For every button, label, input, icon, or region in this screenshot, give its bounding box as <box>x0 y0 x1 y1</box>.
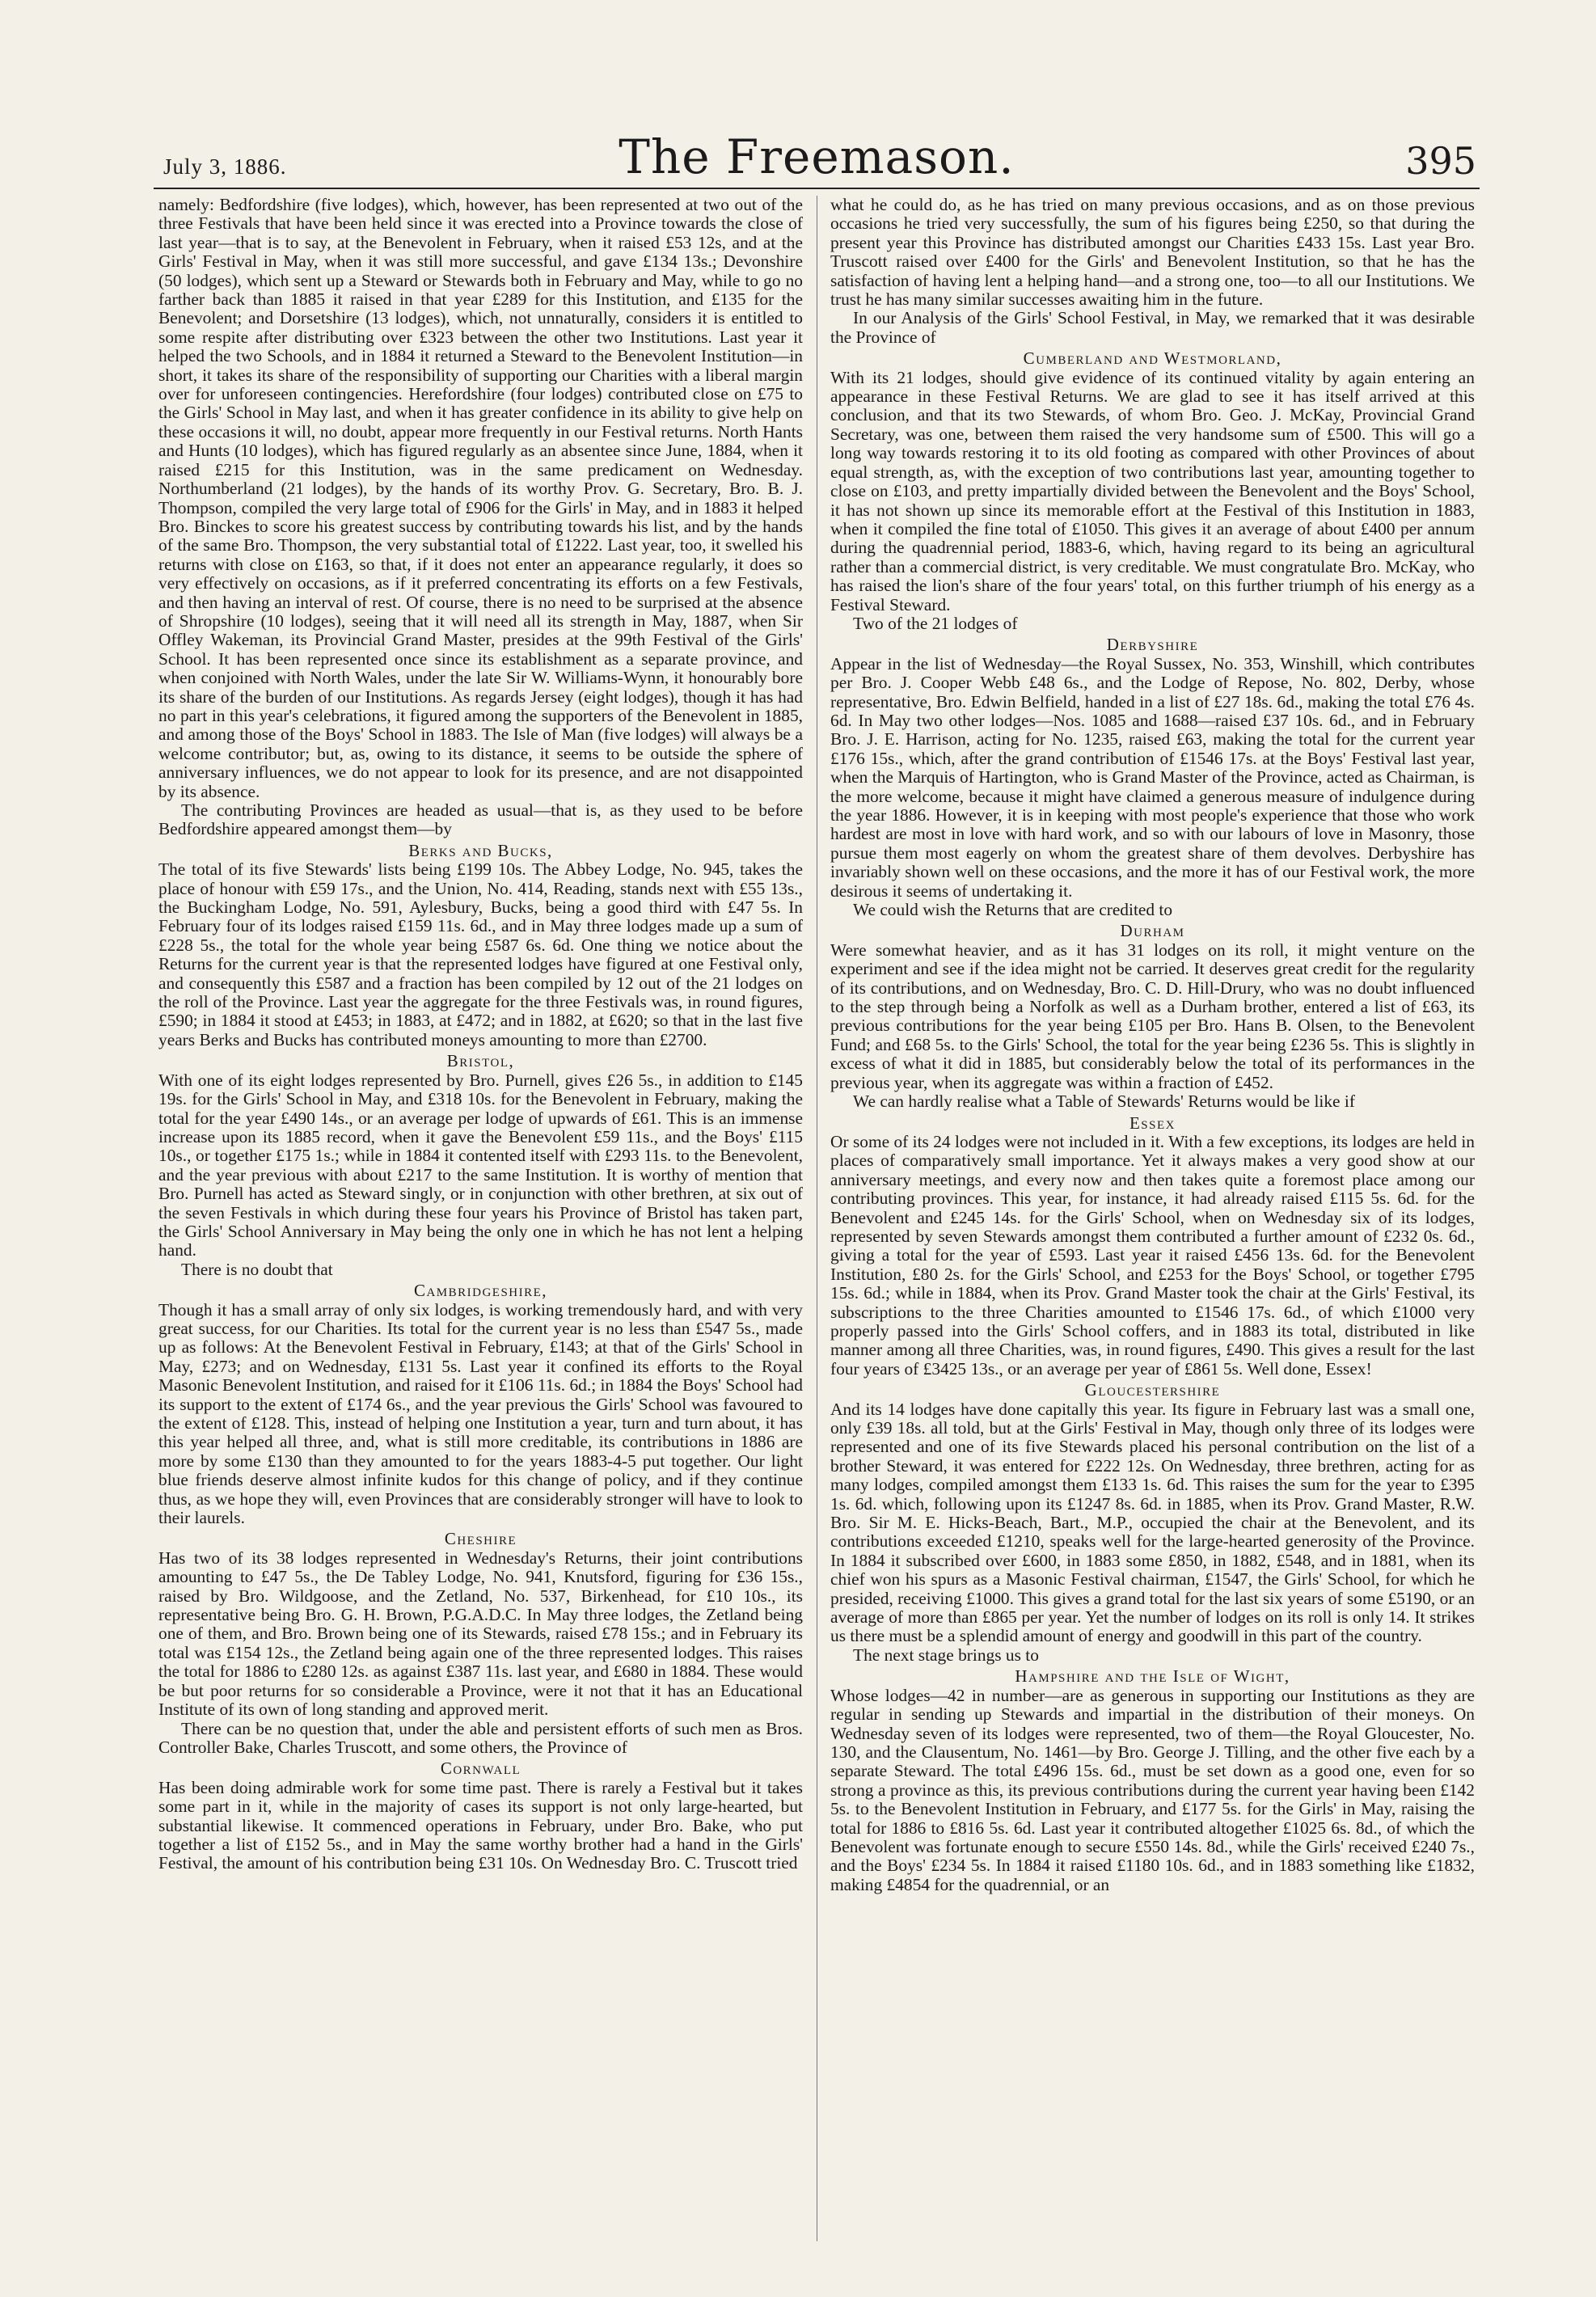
article-paragraph: what he could do, as he has tried on many previous occasions, and as on those previous occasions he tried very successfully, the sum of his figures being £250, so that during the present year this Province has distributed amongst our Charities £433 15s. Last year Bro. Truscott raised over £400 for the Girls' and Benevolent Institution, so that he has the satisfaction of having lent a helping hand—and a strong one, too—to all our Institutions. We trust he has many similar successes awaiting him in the future. <box>830 195 1475 310</box>
section-heading: Gloucestershire <box>1084 1380 1221 1400</box>
article-paragraph: Appear in the list of Wednesday—the Royal Sussex, No. 353, Winshill, which contributes per Bro. J. Cooper Webb £48 6s., and the Lodge of Repose, No. 802, Derby, whose representative, Bro. Edwin Belfield, handed in a list of £27 18s. 6d., making the total £76 4s. 6d. In May two other lodges—Nos. 1085 and 1688—raised £37 10s. 6d., and in February Bro. J. E. Harrison, acting for No. 1235, raised £63, making the total for the current year £176 15s., which, after the grand contribution of £1546 17s. at the Boys' Festival last year, when the Marquis of Hartington, who is Grand Master of the Province, acted as Chairman, is the more welcome, because it might have claimed a generous measure of indulgence during the year 1886. However, it is in keeping with most people's experience that those who work hardest are most in love with hard work, and so with our labours of love in Masonry, those pursue them most eagerly on whom the greatest share of them devolves. Derbyshire has invariably shown well on these occasions, and the more it has of our Festival work, the more desirous it seems of undertaking it. <box>830 653 1475 901</box>
article-paragraph: There can be no question that, under the able and persistent efforts of such men as Bros. Controller Bake, Charles Truscott, and some others, the Province of <box>158 1718 803 1757</box>
article-paragraph: namely: Bedfordshire (five lodges), which, however, has been represented at two out of the three Festivals that have been held since it was erected into a Province towards the close of last year—that is to say, at the Benevolent in February, when it raised £53 12s, and at the Girls' Festival in May, when it was still more successful, and gave £134 13s.; Devonshire (50 lodges), which sent up a Steward or Stewards both in February and May, while to go no farther back than 1885 it raised in that year £289 for this Institution, and £135 for the Benevolent; and Dorsetshire (13 lodges), which, not unnaturally, considers it is entitled to some respite after distributing over £323 between the other two Institutions. Last year it helped the two Schools, and in 1884 it returned a Steward to the Benevolent Institution—in short, it takes its share of the responsibility of supporting our Charities with a liberal margin over for unforeseen contingencies. Herefordshire (four lodges) contributed close on £75 to the Girls' School in May last, and when it has greater confidence in its ability to give help on these occasions it will, no doubt, appear more frequently in our Festival returns. North Hants and Hunts (10 lodges), which has figured regularly as an absentee since June, 1884, when it raised £215 for this Institution, was in the same predicament on Wednesday. Northumberland (21 lodges), by the hands of its worthy Prov. G. Secretary, Bro. B. J. Thompson, compiled the very large total of £906 for the Girls' in May, and in 1883 it helped Bro. Binckes to score his greatest success by contributing towards his list, and by the hands of the same Bro. Thompson, the very substantial total of £1222. Last year, too, it swelled his returns with close on £163, so that, if it does not enter an appearance regularly, it does so very effectively on occasions, as if it preferred concentrating its efforts on a few Festivals, and then having an interval of rest. Of course, there is no need to be surprised at the absence of Shropshire (10 lodges), seeing that it will need all its strength in May, 1887, when Sir Offley Wakeman, its Provincial Grand Master, presides at the 99th Festival of the Girls' School. It has been represented once since its establishment as a separate province, and when conjoined with North Wales, under the late Sir W. Williams-Wynn, it honourably bore its share of the burden of our Institutions. As regards Jersey (eight lodges), though it has had no part in this year's celebrations, it figured among the supporters of the Benevolent in 1885, and among those of the Boys' School in 1883. The Isle of Man (five lodges) will always be a welcome contributor; but, as, owing to its distance, it seems to be outside the sphere of anniversary influences, we do not appear to look for its presence, and are not disappointed by its absence. <box>158 195 803 801</box>
section-heading: Cumberland and Westmorland, <box>1023 348 1282 369</box>
article-paragraph: The next stage brings us to <box>853 1645 1039 1665</box>
section-heading: Hampshire and the Isle of Wight, <box>1015 1666 1290 1687</box>
article-paragraph: In our Analysis of the Girls' School Festival, in May, we remarked that it was desirable the Province of <box>830 308 1475 347</box>
article-paragraph: Has two of its 38 lodges represented in Wednesday's Returns, their joint contributions amounting to £47 5s., the De Tabley Lodge, No. 941, Knutsford, figuring for £36 15s., raised by Bro. Wildgoose, and the Zetland, No. 537, Birkenhead, for £10 10s., its representative being Bro. G. H. Brown, P.G.A.D.C. In May three lodges, the Zetland being one of them, and Bro. Brown being one of its Stewards, raised £78 15s.; and in February its total was £154 12s., the Zetland being again one of the three represented lodges. This raises the total for 1886 to £280 12s. as against £387 11s. last year, and £680 in 1884. These would be but poor returns for so considerable a Province, were it not that it has an Educational Institute of its own of long standing and approved merit. <box>158 1548 803 1720</box>
left-column <box>158 196 803 1873</box>
issue-date: July 3, 1886. <box>163 154 287 179</box>
section-heading: Derbyshire <box>1106 635 1199 655</box>
section-heading: Durham <box>1120 921 1185 941</box>
article-paragraph: The contributing Provinces are headed as usual—that is, as they used to be before Bedfordshire appeared amongst them—by <box>158 800 803 839</box>
article-paragraph: The total of its five Stewards' lists being £199 10s. The Abbey Lodge, No. 945, takes the place of honour with £59 17s., and the Union, No. 414, Reading, stands next with £55 13s., the Buckingham Lodge, No. 591, Aylesbury, Bucks, being a good third with £47 5s. In February four of its lodges raised £159 11s. 6d., and in May three lodges made up a sum of £228 5s., the total for the whole year being £587 6s. 6d. One thing we notice about the Returns for the current year is that the represented lodges have figured at one Festival only, and consequently this £587 and a fraction has been compiled by 12 out of the 21 lodges on the roll of the Province. Last year the aggregate for the three Festivals was, in round figures, £590; in 1884 it stood at £453; in 1883, at £472; and in 1882, at £620; so that in the last five years Berks and Bucks has contributed moneys amounting to more than £2700. <box>158 859 803 1049</box>
header-rule <box>154 188 1480 189</box>
page-number: 395 <box>1405 139 1476 183</box>
article-paragraph: Whose lodges—42 in number—are as generous in supporting our Institutions as they are regular in sending up Stewards and impartial in the distribution of their moneys. On Wednesday seven of its lodges were represented, two of them—the Royal Gloucester, No. 130, and the Clausentum, No. 1461—by Bro. George J. Tilling, and the other five each by a separate Steward. The total £496 15s. 6d., must be set down as a good one, even for so strong a province as this, its previous contributions during the current year having been £142 5s. to the Benevolent Institution in February, and £177 5s. for the Girls' in May, raising the total for 1886 to £816 5s. 6d. Last year it contributed altogether £1025 6s. 8d., of which the Benevolent was fortunate enough to secure £550 14s. 8d., while the Girls' received £240 7s., and the Boys' £234 5s. In 1884 it raised £1180 10s. 6d., and in 1883 something like £1832, making £4854 for the quadrennial, or an <box>830 1685 1475 1894</box>
article-paragraph: With one of its eight lodges represented by Bro. Purnell, gives £26 5s., in addition to £145 19s. for the Girls' School in May, and £318 10s. for the Benevolent in February, making the total for the year £490 14s., or an average per lodge of upwards of £61. This is an immense increase upon its 1885 record, when it gave the Benevolent £59 11s., and the Boys' £115 10s., or together £175 1s.; while in 1884 it contented itself with £293 11s. to the Benevolent, and the year previous with about £217 to the same Institution. It is worthy of mention that Bro. Purnell has acted as Steward singly, or in conjunction with other brethren, at six out of the seven Festivals in which during these four years his Province of Bristol has taken part, the Girls' School Anniversary in May being the only one in which he has not lent a helping hand. <box>158 1070 803 1260</box>
section-heading: Cambridgeshire, <box>413 1281 548 1301</box>
page-header <box>154 128 1480 184</box>
article-paragraph: We can hardly realise what a Table of Stewards' Returns would be like if <box>853 1091 1355 1112</box>
section-heading: Cornwall <box>440 1759 521 1779</box>
section-heading: Berks and Bucks, <box>408 840 553 860</box>
article-paragraph: There is no doubt that <box>181 1259 333 1279</box>
section-heading: Bristol, <box>446 1051 515 1071</box>
right-column <box>830 196 1475 1894</box>
section-heading: Cheshire <box>444 1529 517 1549</box>
article-paragraph: Has been doing admirable work for some time past. There is rarely a Festival but it takes some part in it, while in the majority of cases its support is not only large-hearted, but substantial likewise. It commenced operations in February, under Bro. Bake, who put together a list of £152 5s., and in May the same worthy brother had a hand in the Girls' Festival, the amount of his contribution being £31 10s. On Wednesday Bro. C. Truscott tried <box>158 1777 803 1873</box>
masthead-title: The Freemason. <box>619 129 1015 184</box>
article-paragraph: Were somewhat heavier, and as it has 31 lodges on its roll, it might venture on the experiment and see if the idea might not be carried. It deserves great credit for the regularity of its contributions, and on Wednesday, Bro. C. D. Hill-Drury, who was no doubt influenced to the step through being a Norfolk as well as a Durham brother, entered a list of £63, its previous contributions for the year being £105 per Bro. Hans B. Olsen, to the Benevolent Fund; and £68 5s. to the Girls' School, the total for the year being £236 5s. This is slightly in excess of what it did in 1885, but considerably below the total of its performances in the previous year, when its aggregate was within a fraction of £452. <box>830 939 1475 1092</box>
article-paragraph: And its 14 lodges have done capitally this year. Its figure in February last was a small one, only £39 18s. all told, but at the Girls' Festival in May, though only three of its lodges were represented and one of its five Stewards placed his personal contribution on the list of a brother Steward, it was entered for £222 12s. On Wednesday, three brethren, acting for as many lodges, compiled amongst them £133 1s. 6d. This raises the sum for the year to £395 1s. 6d. which, following upon its £1247 8s. 6d. in 1885, when its Prov. Grand Master, R.W. Bro. Sir M. E. Hicks-Beach, Bart., M.P., occupied the chair at the Benevolent, and its contributions exceeded £1210, speaks well for the large-hearted generosity of the Province. In 1884 it subscribed over £600, in 1883 some £850, in 1882, £548, and in 1881, when its chief won his spurs as a Masonic Festival chairman, £1547, the Girls' School, for which he presided, receiving £1000. This gives a grand total for the last six years of some £5190, or an average of more than £865 per year. Yet the number of lodges on its roll is only 14. It strikes us there must be a splendid amount of energy and goodwill in this part of the country. <box>830 1399 1475 1646</box>
article-paragraph: We could wish the Returns that are credited to <box>853 900 1173 920</box>
article-paragraph: Though it has a small array of only six lodges, is working tremendously hard, and with very great success, for our Charities. Its total for the current year is no less than £547 5s., made up as follows: At the Benevolent Festival in February, £143; at that of the Girls' School in May, £273; and on Wednesday, £131 5s. Last year it confined its efforts to the Royal Masonic Benevolent Institution, and raised for it £106 11s. 6d.; in 1884 the Boys' School had its support to the extent of £174 6s., and the year previous the Girls' School was favoured to the extent of £128. This, instead of helping one Institution a year, turn and turn about, it has this year helped all three, and, what is still more creditable, its contributions in 1886 are more by some £130 than they amounted to for the years 1883-4-5 put together. Our light blue friends deserve almost infinite kudos for this change of policy, and if they continue thus, as we hope they will, even Provinces that are considerably stronger will have to look to their laurels. <box>158 1299 803 1528</box>
article-paragraph: Two of the 21 lodges of <box>853 613 1018 633</box>
section-heading: Essex <box>1129 1113 1176 1133</box>
article-paragraph: Or some of its 24 lodges were not included in it. With a few exceptions, its lodges are held in places of comparatively small importance. Yet it always makes a very good show at our anniversary meetings, and every now and then takes quite a foremost place among our contributing provinces. This year, for instance, it had already raised £115 5s. 6d. for the Benevolent and £245 14s. for the Girls' School, when on Wednesday six of its lodges, represented by seven Stewards amongst them contributed a further amount of £232 0s. 6d., giving a total for the year of £593. Last year it raised £456 13s. 6d. for the Benevolent Institution, £80 2s. for the Girls' School, and £253 for the Boys' School, or together £795 15s. 6d.; while in 1884, when its Prov. Grand Master took the chair at the Girls' Festival, its subscriptions to the three Charities amounted to £1546 17s. 6d., of which £1000 very properly passed into the Girls' School coffers, and in 1883 its total, distributed in like manner among all three Charities, was, in round figures, £490. This gives a result for the last four years of £3425 13s., or an average per year of £861 5s. Well done, Essex! <box>830 1131 1475 1379</box>
article-paragraph: With its 21 lodges, should give evidence of its continued vitality by again entering an appearance in these Festival Returns. We are glad to see it has itself arrived at this conclusion, and that its two Stewards, of whom Bro. Geo. J. McKay, Provincial Grand Secretary, was one, between them raised the very handsome sum of £500. This will go a long way towards restoring it to its old footing as compared with other Provinces of about equal strength, as, with the exception of two contributions last year, amounting together to close on £103, and pretty impartially divided between the Benevolent and the Boys' School, it has not shown up since its memorable effort at the Festival of this Institution in 1883, when it compiled the fine total of £1050. This gives it an average of about £400 per annum during the quadrennial period, 1883-6, which, having regard to its being an agricultural rather than a commercial district, is very creditable. We must congratulate Bro. McKay, who has raised the lion's share of the four years' total, on this further triumph of his energy as a Festival Steward. <box>830 367 1475 614</box>
